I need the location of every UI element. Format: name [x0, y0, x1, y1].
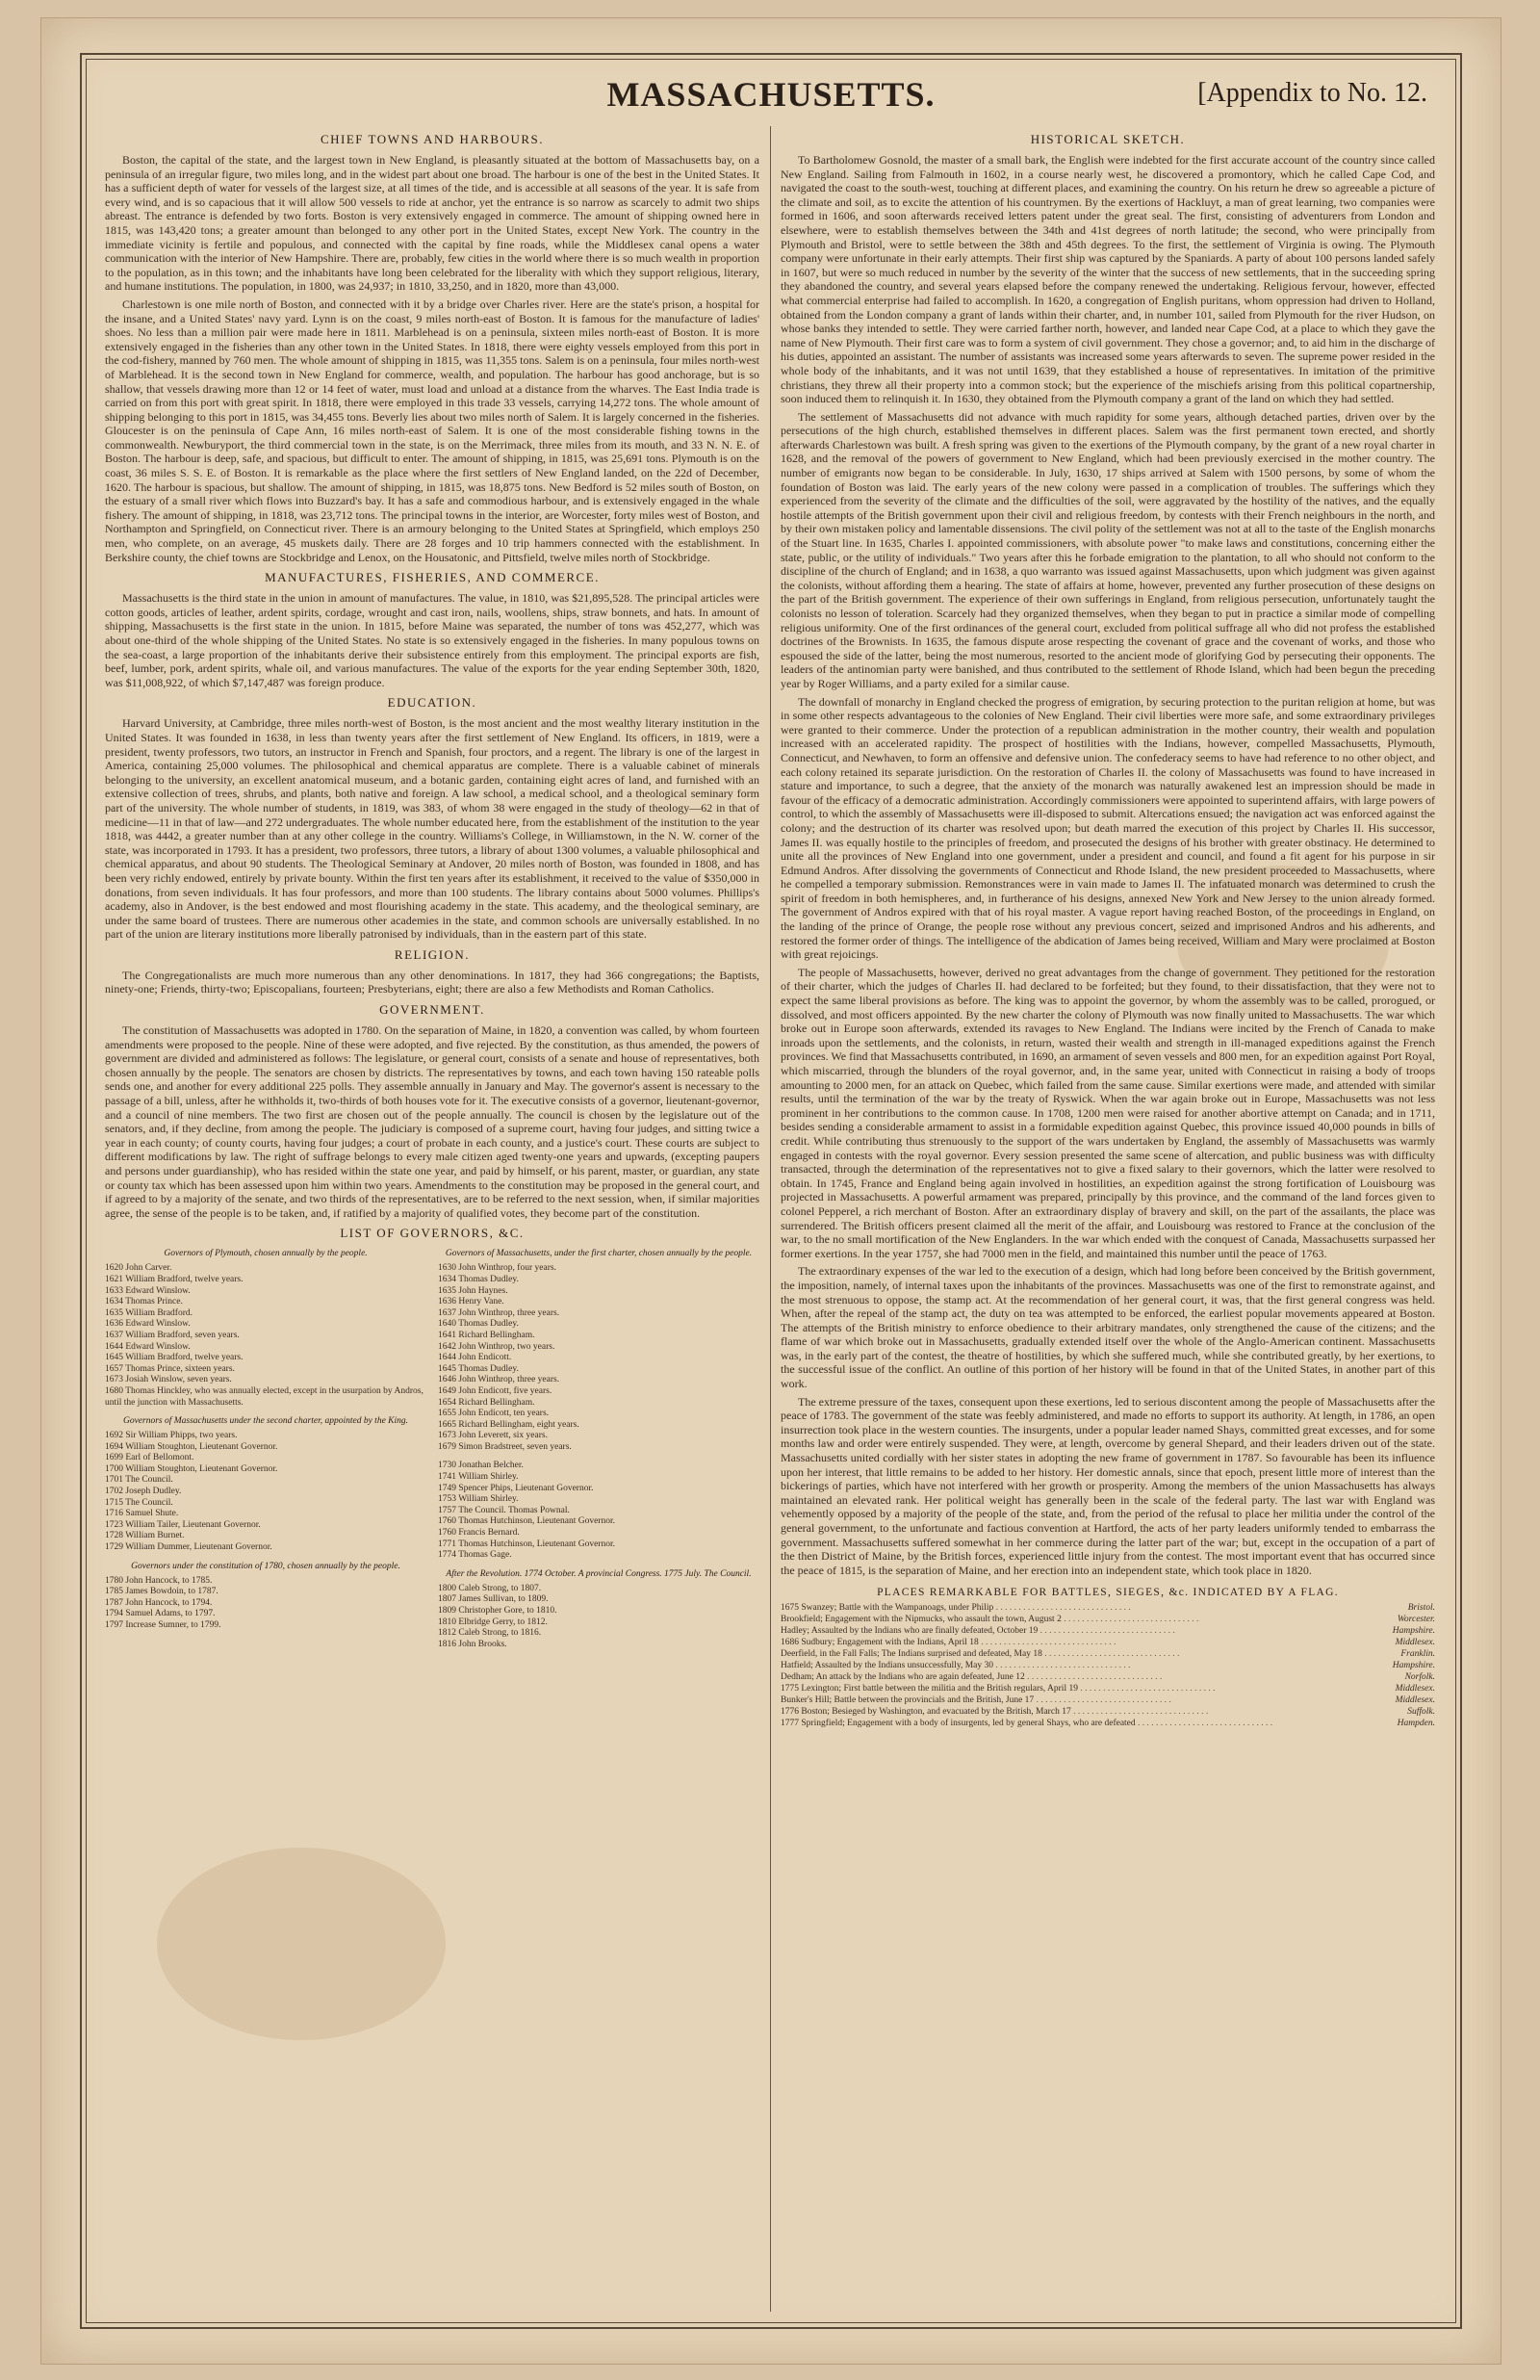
education-section — [105, 695, 759, 942]
governors-caption: Governors of Massachusetts under the second charter, appointed by the King. — [122, 1416, 409, 1427]
paragraph: The extraordinary expenses of the war led to the execution of a design, which had long before been conceived by the British government, the imposition, namely, of internal taxes upon the inhabitants of the provinces. Massachusetts was one of the first to remonstrate against, and the most strenuous to oppose, the stamp act. At the recommendation of her general court, it was, that the first general congress was held. When, after the repeal of the stamp act, the duty on tea was attempted to be enforced, the earliest popular movements appeared at Boston. The attempts of the British ministry to enforce obedience to their arbitrary mandates, only strengthened the cause of the citizens; and the flame of war which broke out in Massachusetts, gradually extended itself over the whole of the Anglo-American continent. Massachusetts was, in the early part of the contest, the theatre of hostilities, by which she suffered much, while she contributed greatly, by her exertions, to the successful issue of the conflict. An outline of this portion of her history will be found in that of the United States, in another part of this work. — [781, 1264, 1435, 1391]
place-description: 1686 Sudbury; Engagement with the Indians, April 18 . . . — [781, 1637, 1343, 1648]
second-charter-governors-list — [105, 1431, 426, 1554]
paragraph: The constitution of Massachusetts was adopted in 1780. On the separation of Maine, in 1820, a convention was called, by whom fourteen amendments were proposed to the people. Nine of these were adopted, and five rejected. By the constitution, as thus amended, the powers of government are divided and administered as follows: The legislature, or general court, consists of a senate and house of representatives, both chosen annually by the people. The senators are chosen by districts. The representatives by towns, and each town having 150 rateable polls sends one, and another for every additional 225 polls. They assemble annually in January and May. The governor's assent is necessary to the passage of a bill, unless, after he withholds it, two-thirds of both houses vote for it. The executive consists of a governor, lieutenant-governor, and a council of nine members. The two first are chosen out of the people annually. The council is chosen by the legislature out of the senators, and, if they decline, from among the people. The judiciary is composed of a supreme court, having four judges, and sitting twice a year in each county; of county courts, having four judges; a court of probate in each county, and a justice's court. These courts are subject to different modifications by law. The right of suffrage belongs to every male citizen aged twenty-one years and upwards, (excepting paupers and persons under guardianship), who has resided within the state one year, and paid by himself, or his parent, master, or guardian, any state or county tax which has been assessed upon him within two years. Amendments to the constitution may be proposed in the general court, and if agreed to by a majority of the senate, and two thirds of the representatives, are to be referred to the next session, when, if similar majorities agree, the sense of the people is to be taken, and, if ratified by a majority of qualified votes, they become part of the constitution. — [105, 1023, 759, 1220]
newspaper-sheet — [40, 17, 1502, 2365]
second-charter-governors-list-continued — [438, 1461, 759, 1561]
place-county: Hampshire. — [1392, 1626, 1435, 1637]
list-item: 1673 John Leverett, six years. — [438, 1431, 548, 1441]
list-item: 1816 John Brooks. — [438, 1639, 507, 1649]
right-column — [781, 126, 1435, 1729]
paragraph: The settlement of Massachusetts did not advance with much rapidity for some years, although detached parties, driven over by the persecutions of the high church, established themselves in different places. Salem was the first permanent town erected, and shortly afterwards Charlestown was built. A fresh spring was given to the exertions of the Plymouth company, by the grant of a new royal charter in 1628, and the removal of the powers of government to New England, which had been previously exercised in the mother country. The number of emigrants now began to be considerable. In July, 1630, 17 ships arrived at Salem with 1500 persons, by some of whom the foundation of Boston was laid. The early years of the new colony were passed in a complication of troubles. The sufferings which they experienced from the severity of the climate and the difficulties of the soil, were aggravated by the hostility of the natives, and the equally hostile attempts of the British government upon their civil and religious freedom, by contests with their French neighbours in the north, and by their own mistaken policy and lamentable dissensions. The civil polity of the settlement was not at all to the taste of the English monarchs of the Stuart line. In 1635, Charles I. appointed commissioners, with absolute power "to make laws and constitutions, concerning either the state, public, or the utility of individuals." Two years after this he forbade emigration to the plantation, to all who should not conform to the discipline of the church of England; and in 1638, a quo warranto was issued against Massachusetts, upon which judgment was given against the colonists, without affording them a hearing. The state of affairs at home, however, prevented any further prosecution of these designs on the part of the British government. The experience of their own sufferings in England, from religious persecution, unfortunately taught the colonists no lesson of toleration. Scarcely had they organized themselves, when they began to put in practice a similar mode of compelling religious uniformity. One of the first ordinances of the general court, excluded from political suffrage all who did not profess the established doctrines of the Brownists. In 1635, the famous dispute arose respecting the covenant of grace and the covenant of works, and those who espoused the side of the latter, being the most numerous, resorted to the ancient mode of glorifying God by persecuting their opponents. The leaders of the antinomian party were banished, and thus contributed to the settlement of Rhode Island, which had been begun the preceding year by Roger Williams, and a party exiled for a similar cause. — [781, 409, 1435, 690]
list-item: 1730 Jonathan Belcher. — [438, 1461, 524, 1471]
list-item: 1723 William Tailer, Lieutenant Governor. — [105, 1519, 261, 1530]
list-item: 1807 James Sullivan, to 1809. — [438, 1594, 549, 1605]
chief-towns-section — [105, 132, 759, 564]
list-item: 1716 Samuel Shute. — [105, 1509, 179, 1519]
list-item: 1774 Thomas Gage. — [438, 1550, 512, 1561]
list-item: 1655 John Endicott, ten years. — [438, 1409, 550, 1419]
list-item: 1760 Francis Bernard. — [438, 1528, 520, 1539]
list-item: 1729 William Dummer, Lieutenant Governor. — [105, 1542, 272, 1553]
list-item: 1810 Elbridge Gerry, to 1812. — [438, 1617, 548, 1627]
place-county: Franklin. — [1400, 1649, 1435, 1660]
governors-caption: Governors under the constitution of 1780, chosen annually by the people. — [131, 1561, 400, 1571]
list-item: 1645 Thomas Dudley. — [438, 1363, 519, 1374]
place-row — [781, 1637, 1435, 1648]
place-description: Deerfield, in the Fall Falls; The Indians surprised and defeated, May 18 . . . — [781, 1648, 1343, 1660]
list-item: 1634 Thomas Prince. — [105, 1297, 183, 1307]
list-item: 1692 Sir William Phipps, two years. — [105, 1431, 238, 1441]
list-item: 1665 Richard Bellingham, eight years. — [438, 1419, 579, 1430]
list-item: 1702 Joseph Dudley. — [105, 1487, 182, 1497]
list-item: 1809 Christopher Gore, to 1810. — [438, 1606, 557, 1616]
historical-sketch-section — [781, 132, 1435, 1577]
paragraph: Charlestown is one mile north of Boston, and connected with it by a bridge over Charles river. Here are the state's prison, a hospital for the insane, and a United States' navy yard. Lynn is on the coast, 9 miles north-east of Boston. It is famous for the manufacture of ladies' shoes. No less than a million pair were made here in 1811. Marblehead is on a peninsula, sixteen miles north-east of Boston. It is more extensively engaged in the fisheries than any other town in the United States. In 1818, there were eighty vessels employed from this port in the cod-fishery, manned by 760 men. The whole amount of shipping in 1815, was 11,355 tons. Salem is on a peninsula, four miles north-west of Marblehead. It is the second town in New England for commerce, wealth, and population. The harbour has good anchorage, but is so shallow, that vessels drawing more than 12 or 14 feet of water, must load and unload at a distance from the wharves. The East India trade is carried on from this port with great spirit. In 1818, there were employed in this trade 33 vessels, carrying 14,272 tons. The whole amount of shipping belonging to this port in 1815, was 34,455 tons. Beverly lies about two miles north of Salem. It is largely concerned in the fisheries. Gloucester is on the peninsula of Cape Ann, 16 miles north-east of Salem. It is one of the most considerable fishing towns in the commonwealth. Newburyport, the third commercial town in the state, is on the Merrimack, three miles from its mouth, and 33 N. N. E. of Boston. The harbour is deep, safe, and spacious, but difficult to enter. The amount of shipping, in 1815, was 25,691 tons. Plymouth is on the coast, 36 miles S. S. E. of Boston. It is remarkable as the place where the first settlers of New England landed, on the 22d of December, 1620. The harbour is spacious, but shallow. The amount of shipping, in 1815, was 18,875 tons. New Bedford is 52 miles south of Boston, on the estuary of a small river which flows into Buzzard's bay. It has a safe and commodious harbour, and is extensively engaged in the whale fishery. The amount of shipping, in 1818, was 23,712 tons. The principal towns in the interior, are Worcester, forty miles west of Boston, and Northampton and Springfield, on Connecticut river. There is an armoury belonging to the United States at Springfield, which employs 250 men, who complete, on an average, 45 muskets daily. There are 28 forges and 10 trip hammers connected with the establishment. In Berkshire county, the chief towns are Stockbridge and Lenox, on the Housatonic, and Pittsfield, twelve miles north of Stockbridge. — [105, 297, 759, 564]
list-item: 1644 John Endicott. — [438, 1353, 512, 1363]
left-column — [105, 126, 759, 1650]
list-item: 1636 Henry Vane. — [438, 1297, 504, 1307]
list-item: 1741 William Shirley. — [438, 1472, 519, 1483]
list-item: 1673 Josiah Winslow, seven years. — [105, 1375, 232, 1385]
places-section — [781, 1587, 1435, 1729]
list-item: 1620 John Carver. — [105, 1263, 172, 1274]
list-item: 1699 Earl of Bellomont. — [105, 1453, 194, 1463]
list-item: 1757 The Council. Thomas Pownal. — [438, 1505, 570, 1515]
list-item: 1794 Samuel Adams, to 1797. — [105, 1609, 216, 1619]
list-item: 1641 Richard Bellingham. — [438, 1330, 535, 1340]
paragraph: The extreme pressure of the taxes, consequent upon these exertions, led to serious discontent among the people of Massachusetts after the peace of 1783. The government of the state was feebly administered, and made no efforts to support its authority. At length, in 1786, an open insurrection took place in the western counties. The insurgents, under a popular leader named Shays, committed great excesses, and for some months law and order were entirely suspended. They were, at length, overcome by general Shepard, and their leaders driven out of the state. Massachusetts united cordially with her sister states in adopting the new frame of government in 1787. So favourable has been its influence upon her interest, that little remains to be added to her history. Her domestic annals, since that epoch, present little more of interest than the bickerings of parties, which have not interfered with her growth or prosperity. Among the members of the union Massachusetts has always maintained an elevated rank. Her political weight has generally been in the scale of the federal party. The last war with England was vehemently opposed by a majority of the people of the state, and, from the period of the refusal to place her militia under the control of the general government, to the unfortunate and factious convention at Hartford, the acts of her party leaders uniformly tended to embarrass the government. Massachusetts suffered somewhat in her commerce during the latter part of the war; but, except in the occupation of a part of the then District of Maine, by the British forces, experienced little injury from the contest. The most important event that has occurred since the peace of 1815, is the separation of Maine, and her erection into an independent state, which took place in 1820. — [781, 1394, 1435, 1577]
section-heading: HISTORICAL SKETCH. — [1030, 132, 1186, 146]
paragraph: The people of Massachusetts, however, derived no great advantages from the change of government. They petitioned for the restoration of their charter, which the judges of Charles II. had declared to be forfeited; but they found, to their dissatisfaction, that they were not to expect the same liberal provisions as before. The king was to appoint the governor, by whom the assembly was to be called, prorogued, or dissolved, and most officers appointed. By the new charter the colony of Plymouth was now finally united to Massachusetts. The war which broke out in Europe soon afterwards, extended its ravages to New England. The Indians were incited by the French of Canada to make inroads upon the settlements, and the colonists, in return, wasted their wealth and strength in ill-managed expeditions against the French provinces. We find that Massachusetts contributed, in 1690, an armament of seven vessels and 800 men, for an expedition against Port Royal, which miscarried, through the blunders of the royal governor, and, in the same year, united with Connecticut in raising a body of troops amounting to 2000 men, for an attack on Quebec, which failed from the same cause. Similar exertions were made, and attended with similar results, until the termination of the war by the treaty of Ryswick. When the war again broke out in Europe, Massachusetts was not less prominent in her contributions to the common cause. In 1708, 1200 men were raised for another abortive attempt on Canada; and in 1711, besides sending a considerable armament to assist in a formidable expedition against Quebec, this province issued 40,000 pounds in bills of credit. While contributing thus strenuously to the support of the wars undertaken by England, the assembly of Massachusetts was warmly engaged in contests with the royal governor. Every session presented the same scene of altercation, and public business was with difficulty transacted, through the determination of the representatives not to give a fixed salary to their governors, which the latter were resolved to obtain. In 1745, France and England being again involved in hostilities, an expedition against the strong fortification of Louisbourg was projected in Massachusetts. A powerful armament was prepared, principally by this province, and the command of the land forces given to colonel Pepperel, a rich merchant of Boston. After an extraordinary display of bravery and skill, on the part of the assailants, the place was surrendered. The British officers present claimed all the merit of the affair, and Louisbourg was restored to France at the conclusion of the war, to the no small mortification of the New Englanders. In the war which ended with the conquest of Canada, Massachusetts surpassed her former exertions. In the year 1757, she had 7000 men in the field, and maintained this number until the peace of 1763. — [781, 965, 1435, 1260]
list-item: 1640 Thomas Dudley. — [438, 1319, 519, 1330]
place-county: Bristol. — [1407, 1603, 1435, 1614]
section-heading: GOVERNMENT. — [379, 1002, 485, 1018]
manufactures-section — [105, 570, 759, 689]
place-county: Hampden. — [1397, 1719, 1435, 1729]
place-description: Dedham; An attack by the Indians who are again defeated, June 12 . . . — [781, 1671, 1343, 1683]
place-row — [781, 1602, 1435, 1614]
place-county: Hampshire. — [1392, 1661, 1435, 1671]
page-header — [105, 74, 1437, 128]
list-item: 1635 John Haynes. — [438, 1285, 508, 1296]
list-item: 1728 William Burnet. — [105, 1531, 185, 1541]
place-row — [781, 1614, 1435, 1625]
paragraph: Massachusetts is the third state in the union in amount of manufactures. The value, in 1810, was $21,895,528. The principal articles were cotton goods, articles of leather, ardent spirits, cordage, wrought and cast iron, nails, woollens, ships, straw bonnets, and hats. In amount of shipping, Massachusetts is the first state in the union. In 1815, before Maine was separated, the number of tons was 452,277, which was about one-third of the whole shipping of the United States. No state is so extensively engaged in the fisheries. In many populous towns on the sea-coast, a large proportion of the inhabitants derive their subsistence entirely from this employment. The principal exports are fish, beef, lumber, pork, ardent spirits, whale oil, and various manufactures. The value of the exports for the year ending September 30th, 1820, was $11,008,922, of which $7,147,487 was foreign produce. — [105, 591, 759, 689]
place-description: Brookfield; Engagement with the Nipmucks, who assault the town, August 2 . . . — [781, 1614, 1343, 1625]
list-item: 1637 William Bradford, seven years. — [105, 1330, 240, 1340]
place-row — [781, 1671, 1435, 1683]
government-section — [105, 1002, 759, 1220]
constitution-governors-list-left — [105, 1576, 426, 1632]
list-item: 1644 Edward Winslow. — [105, 1341, 191, 1352]
list-item: 1646 John Winthrop, three years. — [438, 1375, 560, 1385]
place-county: Middlesex. — [1395, 1684, 1435, 1694]
list-item: 1679 Simon Bradstreet, seven years. — [438, 1441, 572, 1452]
list-item: 1749 Spencer Phips, Lieutenant Governor. — [438, 1483, 594, 1493]
paragraph: Harvard University, at Cambridge, three miles north-west of Boston, is the most ancient and the most wealthy literary institution in the United States. It was founded in 1638, in less than twenty years after the first settlement of New England. Its officers, in 1819, were a president, twenty professors, two tutors, an instructor in French and Spanish, four proctors, and a regent. The library is one of the largest in America, containing 25,000 volumes. The philosophical and chemical apparatus are complete. There is a valuable cabinet of minerals belonging to the university, an excellent anatomical museum, and a botanic garden, containing eight acres of land, and furnished with an extensive collection of trees, shrubs, and plants, both native and foreign. A law school, a medical school, and a theological seminary form part of the university. The whole number of students, in 1819, was 383, of whom 38 were engaged in the study of theology—62 in that of medicine—11 in that of law—and 272 undergraduates. The whole number educated here, from the establishment of the institution to the year 1818, was 4442, a greater number than at any other college in the country. Williams's College, in Williamstown, in the N. W. corner of the state, was incorporated in 1793. It has a president, two professors, three tutors, a library of about 1300 volumes, a valuable philosophical and chemical apparatus, and about 90 students. The Theological Seminary at Andover, 20 miles north of Boston, was founded in 1808, and has been very richly endowed, entirely by private bounty. Within the first ten years after its establishment, it received to the value of $350,000 in donations, from seven individuals. It has four professors, and more than 100 students. The library contains about 5000 volumes. Phillips's academy, also in Andover, is the best endowed and most flourishing academy in the state. This academy, and the theological seminary, are under the same board of trustees. There are numerous other academies in the state, and common schools are universally established. In no part of the union are literary institutions more liberally patronised by individuals, than in the eastern part of this state. — [105, 716, 759, 942]
list-item: 1633 Edward Winslow. — [105, 1285, 191, 1296]
place-description: Bunker's Hill; Battle between the provincials and the British, June 17 . . . — [781, 1694, 1343, 1706]
constitution-governors-list-right — [438, 1584, 759, 1651]
section-heading: LIST OF GOVERNORS, &C. — [340, 1226, 525, 1241]
place-county: Norfolk. — [1404, 1672, 1435, 1683]
list-item: 1657 Thomas Prince, sixteen years. — [105, 1363, 235, 1374]
place-description: 1777 Springfield; Engagement with a body of insurgents, led by general Shays, who are defeated . . . — [781, 1718, 1343, 1729]
list-item: 1634 Thomas Dudley. — [438, 1274, 519, 1284]
column-divider — [770, 126, 771, 2312]
section-heading: CHIEF TOWNS AND HARBOURS. — [320, 132, 545, 146]
section-heading: PLACES REMARKABLE FOR BATTLES, SIEGES, &c. INDICATED BY A FLAG. — [877, 1587, 1339, 1599]
list-item: 1621 William Bradford, twelve years. — [105, 1274, 244, 1284]
list-item: 1715 The Council. — [105, 1497, 173, 1508]
place-description: 1675 Swanzey; Battle with the Wampanoags, under Philip . . . — [781, 1602, 1343, 1614]
place-description: Hadley; Assaulted by the Indians who are finally defeated, October 19 . . . — [781, 1625, 1343, 1637]
place-description: 1775 Lexington; First battle between the militia and the British regulars, April 19 . . . — [781, 1683, 1343, 1694]
list-item: 1701 The Council. — [105, 1475, 173, 1486]
place-row — [781, 1625, 1435, 1637]
paragraph: The Congregationalists are much more numerous than any other denominations. In 1817, they had 366 congregations; the Baptists, ninety-one; Friends, thirty-two; Episcopalians, fourteen; Presbyterians, eight; there are also a few Methodists and Roman Catholics. — [105, 968, 759, 996]
section-heading: MANUFACTURES, FISHERIES, AND COMMERCE. — [265, 570, 600, 585]
governors-right-column — [438, 1247, 759, 1650]
place-row — [781, 1683, 1435, 1694]
list-item: 1645 William Bradford, twelve years. — [105, 1353, 244, 1363]
list-item: 1700 William Stoughton, Lieutenant Governor. — [105, 1463, 278, 1474]
paragraph: The downfall of monarchy in England checked the progress of emigration, by securing protection to the puritan religion at home, but was in some other respects advantageous to the colonies of New England. Their civil liberties were more safe, and some extraordinary privileges were granted to their commerce. Under the protection of a republican administration in the mother country, their wealth and population increased with an accelerated rapidity. The prospect of hostilities with the Indians, however, compelled Massachusetts, Plymouth, Connecticut, and Newhaven, to form an offensive and defensive union. The confederacy seems to have had reference to no other object, and each colony retained its separate jurisdiction. On the restoration of Charles II. the colony of Massachusetts was found to have increased in stature and importance, to such a degree, that the anxiety of the monarch was naturally awakened lest an impression should be made in favour of the efficacy of a democratic administration. Accordingly commissioners were appointed to superintend affairs, with large powers of control, to which the assembly of Massachusetts were ill-disposed to submit. Altercations ensued; the navigation act was enforced against the colony; and the destruction of its charter was resolved upon; but death marred the execution of this project by Charles II. His successor, James II. was equally hostile to the principles of freedom, and prosecuted the designs of his brother with greater obstinacy. He determined to unite all the provinces of New England into one government, under a president and council, and found a fit agent for his purpose in sir Edmund Andros. After dissolving the governments of Connecticut and Rhode Island, the new president proceeded to Massachusetts, where he compelled a temporary submission. Remonstrances were in vain made to James II. The infatuated monarch was determined to crush the spirit of freedom in both hemispheres, and, in furtherance of his designs, annexed New York and New Jersey to the union already formed. The government of Andros expired with that of his royal master. A vague report having reached Boston, of the proceedings in England, on the landing of the prince of Orange, the people rose without any previous concert, seized and imprisoned Andros and his adherents, and restored the former order of things. The intelligence of the abdication of James being received, William and Mary were proclaimed at Boston with great rejoicings. — [781, 694, 1435, 962]
governors-left-column — [105, 1247, 426, 1650]
list-item: 1654 Richard Bellingham. — [438, 1397, 535, 1408]
list-item: 1760 Thomas Hutchinson, Lieutenant Governor. — [438, 1516, 615, 1527]
place-row — [781, 1660, 1435, 1671]
place-county: Suffolk. — [1407, 1707, 1435, 1718]
list-item: 1636 Edward Winslow. — [105, 1319, 191, 1330]
place-description: 1776 Boston; Besieged by Washington, and evacuated by the British, March 17 . . . — [781, 1706, 1343, 1718]
section-heading: RELIGION. — [394, 946, 471, 962]
list-item: 1642 John Winthrop, two years. — [438, 1341, 555, 1352]
place-row — [781, 1694, 1435, 1706]
governors-section — [105, 1226, 759, 1650]
appendix-label: [Appendix to No. 12. — [1197, 78, 1427, 108]
section-heading: EDUCATION. — [387, 695, 477, 711]
list-item: 1812 Caleb Strong, to 1816. — [438, 1628, 542, 1639]
place-county: Middlesex. — [1395, 1695, 1435, 1706]
list-item: 1771 Thomas Hutchinson, Lieutenant Governor. — [438, 1539, 615, 1549]
governors-caption: Governors of Plymouth, chosen annually by the people. — [164, 1249, 368, 1259]
paragraph: To Bartholomew Gosnold, the master of a small bark, the English were indebted for the first accurate account of the country since called New England. Sailing from Falmouth in 1602, in a course nearly west, he discovered a promontory, which he called Cape Cod, and navigated the coast to the south-west, touching at different places, and examining the country. On his return he drew so agreeable a picture of the climate and soil, as to excite the attention of his countrymen. By the exertions of Hackluyt, a man of great learning, two companies were formed in 1606, and soon afterwards received letters patent under the great seal. The first, consisting of adventurers from London and elsewhere, were to establish themselves between the 34th and 41st degrees of north latitude; the second, who were principally from Plymouth and Bristol, were to settle between the 38th and 45th degrees. To the first, the settlement of Virginia is owing. The Plymouth company were unfortunate in their early attempts. Their first ship was captured by the Spaniards. A party of about 100 persons landed safely in 1607, but were so much reduced in number by the severity of the winter that the success of new settlements, that in the succeeding spring they abandoned the country, and several years elapsed before the company renewed the undertaking. Religious fervour, however, effected what commercial enterprise had failed to accomplish. In 1620, a congregation of English puritans, whom oppression had driven to Holland, obtained from the London company a grant of lands within their charter, and, in number 101, sailed from Plymouth for the river Hudson, on whose banks they intended to settle. They were carried farther north, however, and landed near Cape Cod, at a place to which they gave the name of New Plymouth. Their first care was to form a system of civil government. They chose a governor; and, to aid him in the discharge of his duties, appointed an assistant. The number of assistants was increased some years afterwards to seven. The supreme power resided in the whole body of the inhabitants, and it was not until 1639, that they established a house of representatives. In imitation of the primitive christians, they threw all their property into a common stock; but the experience of the mischiefs arising from this political copartnership, soon induced them to relinquish it. In 1630, they obtained from the Plymouth company a grant of the land on which they had settled. — [781, 153, 1435, 406]
list-item: 1630 John Winthrop, four years. — [438, 1263, 556, 1274]
list-item: 1637 John Winthrop, three years. — [438, 1307, 560, 1318]
place-row — [781, 1648, 1435, 1660]
place-row — [781, 1718, 1435, 1729]
plymouth-governors-list — [105, 1263, 426, 1409]
list-item: 1780 John Hancock, to 1785. — [105, 1575, 213, 1586]
list-item: 1800 Caleb Strong, to 1807. — [438, 1583, 542, 1593]
religion-section — [105, 947, 759, 996]
governors-columns — [105, 1247, 759, 1650]
list-item: 1694 William Stoughton, Lieutenant Governor. — [105, 1441, 278, 1452]
place-county: Middlesex. — [1395, 1638, 1435, 1648]
list-item: 1787 John Hancock, to 1794. — [105, 1597, 213, 1608]
list-item: 1680 Thomas Hinckley, who was annually elected, except in the usurpation by Andros, until the junction with Massachusetts. — [105, 1385, 424, 1408]
list-item: 1785 James Bowdoin, to 1787. — [105, 1587, 218, 1597]
list-item: 1797 Increase Sumner, to 1799. — [105, 1620, 221, 1630]
page-title: MASSACHUSETTS. — [606, 75, 936, 114]
place-description: Hatfield; Assaulted by the Indians unsuccessfully, May 30 . . . — [781, 1660, 1343, 1671]
list-item: 1635 William Bradford. — [105, 1307, 192, 1318]
revolution-caption: After the Revolution. 1774 October. A provincial Congress. 1775 July. The Council. — [446, 1568, 752, 1579]
governors-caption: Governors of Massachusetts, under the first charter, chosen annually by the people. — [445, 1249, 753, 1259]
first-charter-governors-list — [438, 1263, 759, 1453]
paragraph: Boston, the capital of the state, and the largest town in New England, is pleasantly situated at the bottom of Massachusetts bay, on a peninsula of an irregular figure, two miles long, and in the widest part about one broad. The harbour is one of the best in the United States. It has a sufficient depth of water for vessels of the largest size, at all times of the tide, and is accessible at all seasons of the year. It is safe from every wind, and is so capacious that it will allow 500 vessels to ride at anchor, yet the entrance is so narrow as scarcely to admit two ships abreast. The entrance is defended by two forts. Boston is very extensively engaged in commerce. The amount of shipping owned here in 1815, was 143,420 tons; a greater amount than belonged to any other port in the United States, except New York. The country in the immediate vicinity is fertile and populous, and connected with the capital by fine roads, while the Middlesex canal opens a water communication with the interior of New Hampshire. There are, probably, few cities in the world where there is so much wealth in proportion to the population, as in this town; and the inhabitants have long been celebrated for the liberality with which they support religious, literary, and humane institutions. The population, in 1800, was 24,937; in 1810, 33,250, and in 1820, more than 43,000. — [105, 153, 759, 294]
list-item: 1649 John Endicott, five years. — [438, 1385, 552, 1396]
list-item: 1753 William Shirley. — [438, 1494, 519, 1505]
place-row — [781, 1706, 1435, 1718]
place-county: Worcester. — [1397, 1615, 1435, 1625]
